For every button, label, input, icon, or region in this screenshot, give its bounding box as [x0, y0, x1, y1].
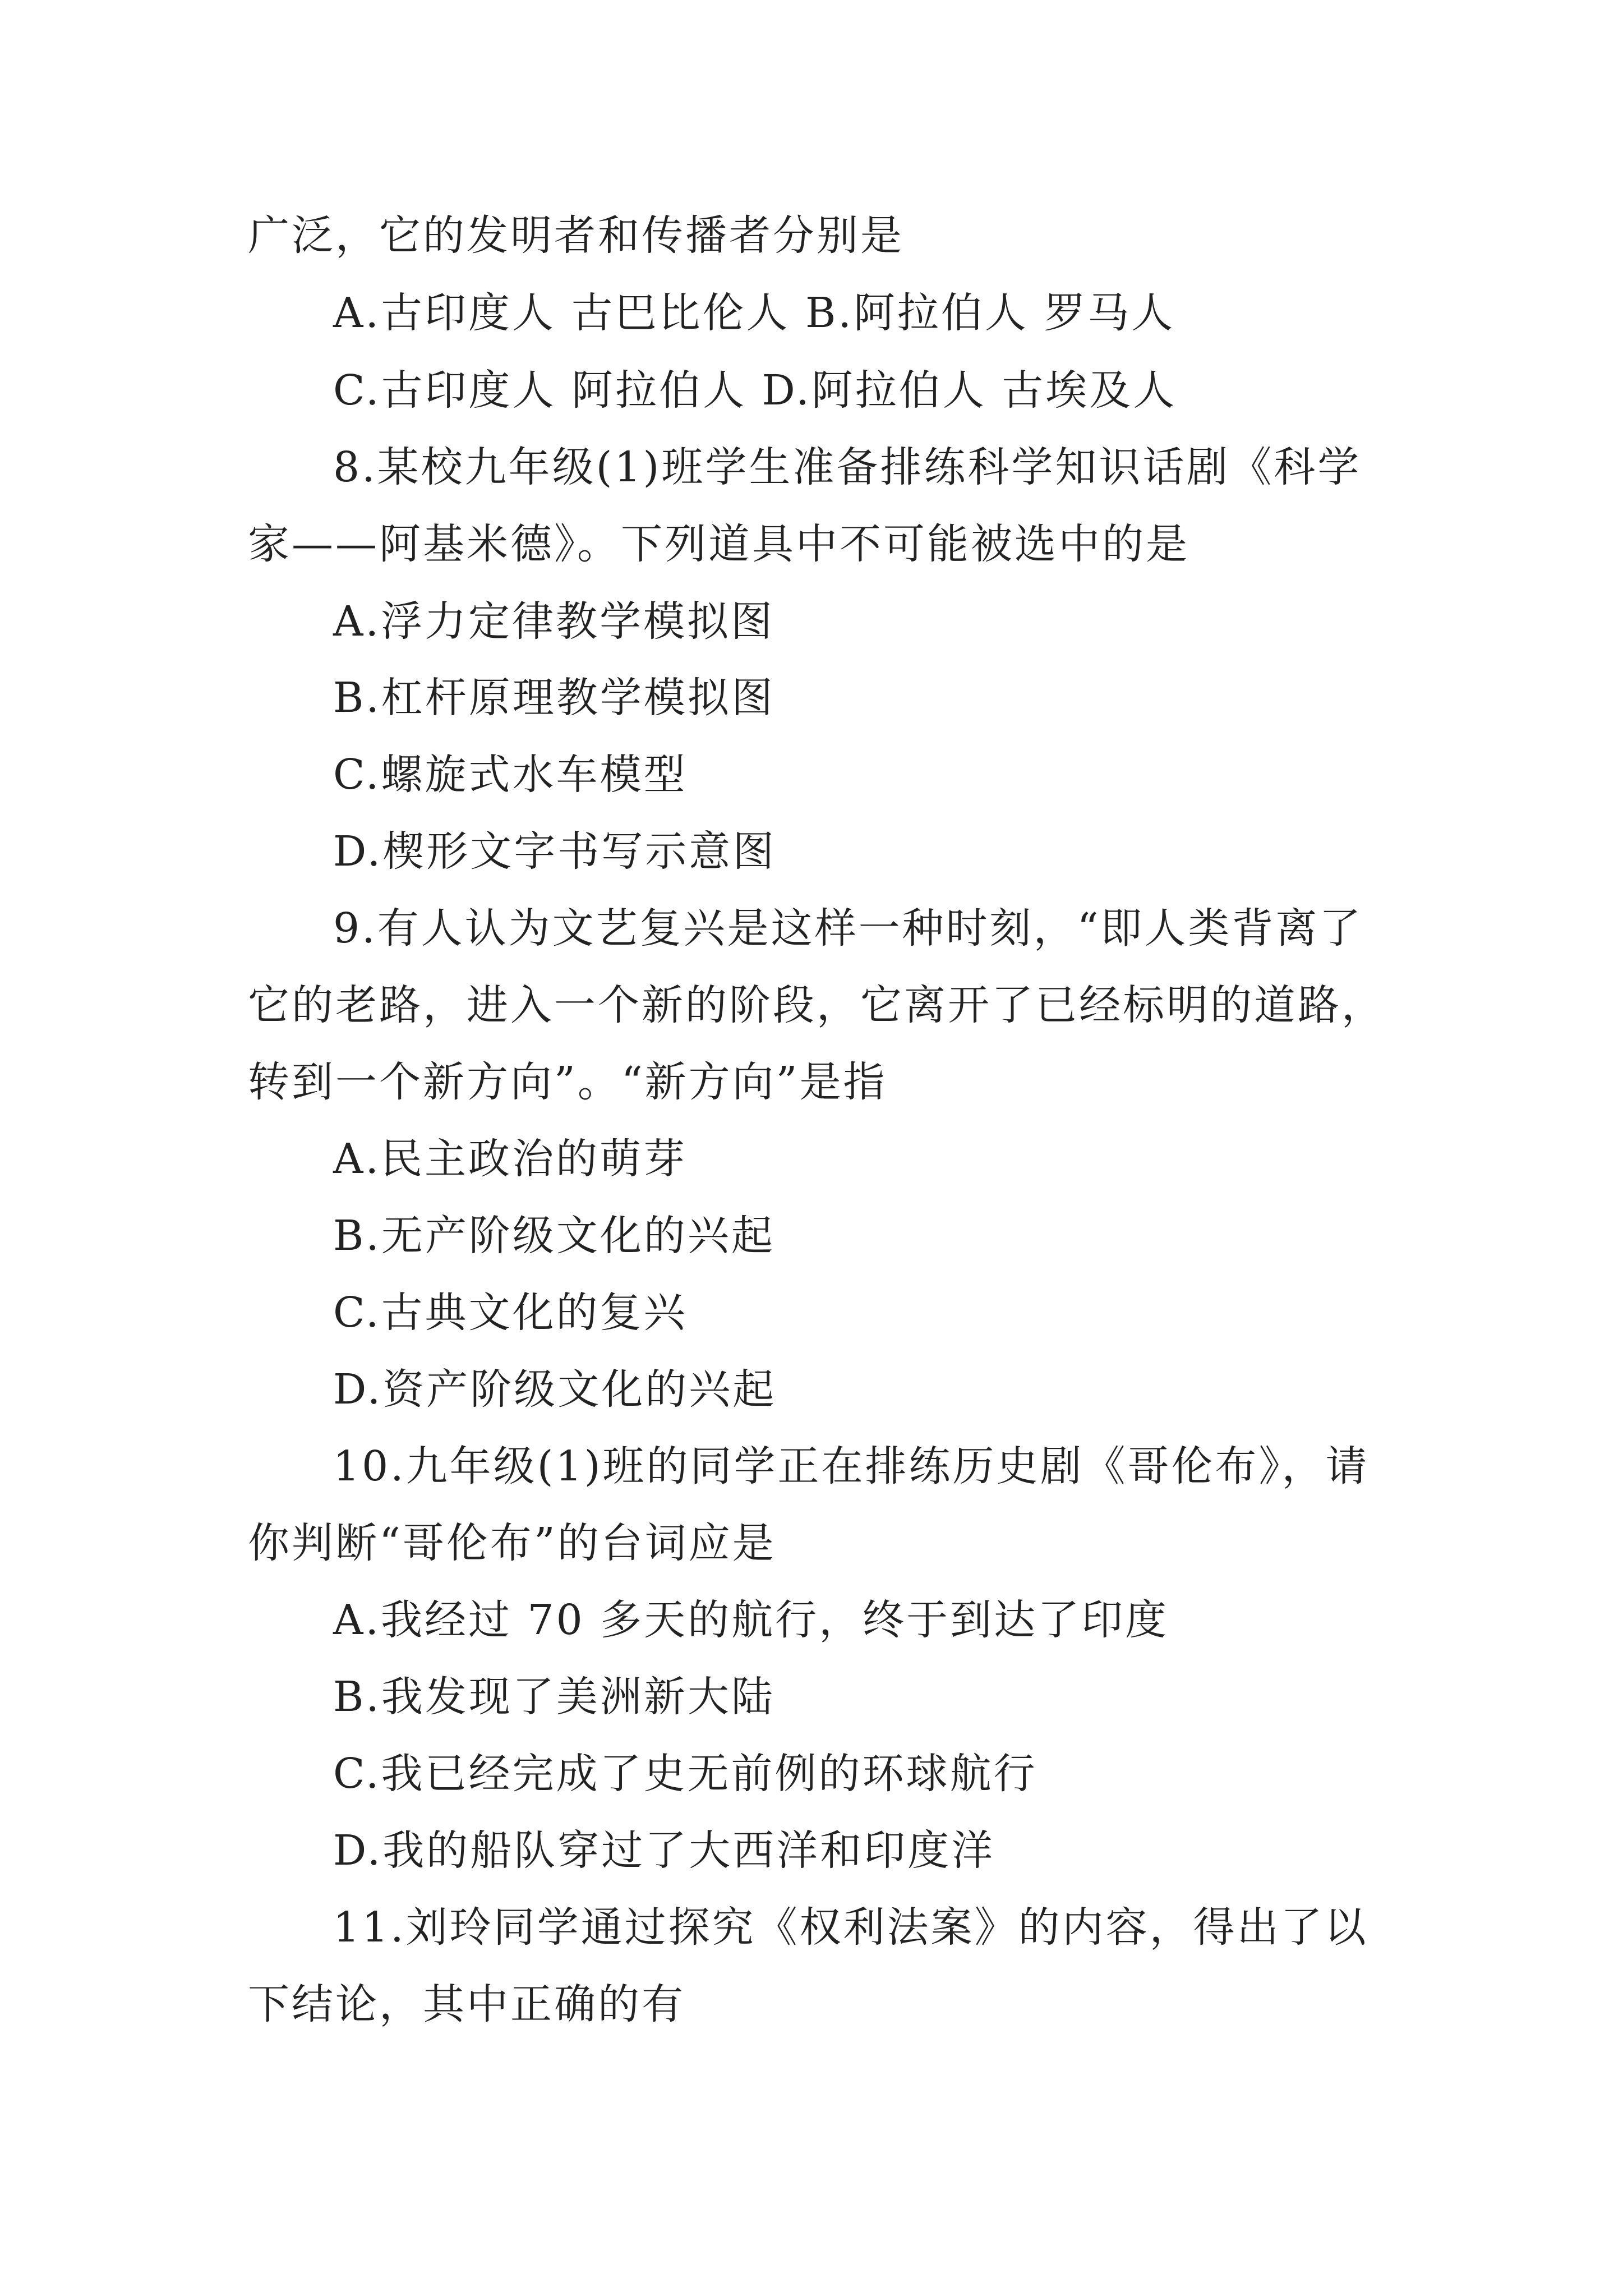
question-10-option-c: C.我已经完成了史无前例的环球航行: [333, 1750, 1038, 1798]
question-9-stem-continuation: 转到一个新方向”。“新方向”是指: [248, 1058, 887, 1106]
question-8-option-b: B.杠杆原理教学模拟图: [333, 674, 775, 722]
question-7-stem-continuation: 广泛，它的发明者和传播者分别是: [248, 211, 904, 260]
question-11-stem: 11.刘玲同学通过探究《权利法案》的内容，得出了以: [333, 1903, 1368, 1952]
question-10-option-a: A.我经过 70 多天的航行，终于到达了印度: [333, 1596, 1169, 1644]
question-9-option-a: A.民主政治的萌芽: [333, 1135, 687, 1183]
question-9-stem-continuation: 它的老路，进入一个新的阶段，它离开了已经标明的道路，: [248, 981, 1385, 1029]
question-7-options-ab: A.古印度人 古巴比伦人 B.阿拉伯人 罗马人: [333, 289, 1175, 337]
question-8-stem: 8.某校九年级(1)班学生准备排练科学知识话剧《科学: [333, 443, 1362, 491]
question-9-option-d: D.资产阶级文化的兴起: [333, 1365, 777, 1414]
question-9-option-b: B.无产阶级文化的兴起: [333, 1212, 775, 1260]
question-7-options-cd: C.古印度人 阿拉伯人 D.阿拉伯人 古埃及人: [333, 366, 1177, 415]
question-8-option-d: D.楔形文字书写示意图: [333, 827, 777, 876]
question-9-stem: 9.有人认为文艺复兴是这样一种时刻，“即人类背离了: [333, 904, 1363, 953]
question-9-option-c: C.古典文化的复兴: [333, 1289, 688, 1337]
question-11-stem-continuation: 下结论，其中正确的有: [248, 1980, 685, 2028]
question-8-option-c: C.螺旋式水车模型: [333, 751, 688, 799]
question-10-option-d: D.我的船队穿过了大西洋和印度洋: [333, 1826, 995, 1875]
question-10-stem-continuation: 你判断“哥伦布”的台词应是: [248, 1519, 776, 1567]
question-10-option-b: B.我发现了美洲新大陆: [333, 1673, 775, 1721]
question-8-option-a: A.浮力定律教学模拟图: [333, 597, 774, 646]
question-8-stem-continuation: 家——阿基米德》。下列道具中不可能被选中的是: [248, 520, 1189, 568]
question-10-stem: 10.九年级(1)班的同学正在排练历史剧《哥伦布》，请: [333, 1442, 1370, 1490]
